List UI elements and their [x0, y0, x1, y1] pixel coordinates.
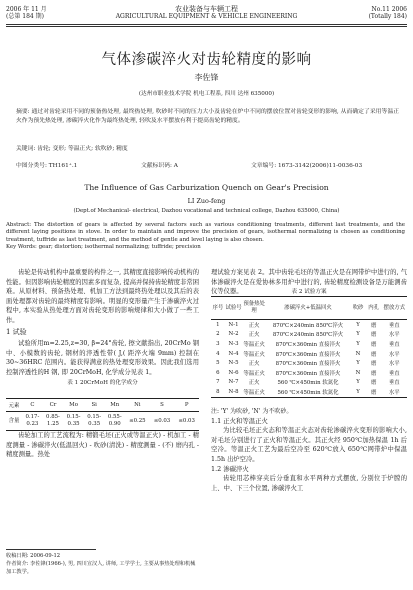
table1-caption: 表 1 20CrMoH 的化学成分: [67, 379, 138, 386]
clc-number: 中图分类号: TH161⁺.1: [16, 163, 78, 169]
table2-cell: 870℃×240min 850℃淬火: [272, 322, 344, 329]
table2-cell: 水平: [388, 332, 400, 339]
table2-cell: 水平: [388, 351, 400, 358]
table1-value-row: [6, 412, 199, 431]
table2-cell: 正火: [248, 361, 260, 368]
table-1: [6, 398, 199, 431]
table1-header-row: [6, 399, 199, 412]
keywords-cn: 关键词: 齿轮; 变形; 等温正火; 软吹砂; 精度: [16, 146, 128, 152]
table1-cell: ≤0.03: [150, 412, 175, 431]
footnote: [6, 552, 199, 576]
table2-row: [211, 320, 407, 330]
document-code: 文献标识码: A: [141, 163, 178, 169]
table2-cell: 870℃×360min 直接淬火: [275, 361, 341, 368]
table2-row: [211, 349, 407, 359]
table2-cell: Y: [356, 379, 360, 386]
table1-header: Si: [84, 399, 105, 412]
table2-cell: 正火: [248, 322, 260, 329]
table2-cell: N-4: [228, 350, 239, 357]
table2-cell: 870℃×360min 直接淬火: [275, 341, 341, 348]
table2-row: [211, 339, 407, 349]
english-title: The Influence of Gas Carburization Quench on Gear's Precision: [84, 183, 329, 192]
table2-cell: 正火: [248, 332, 260, 339]
table2-cell: 水平: [388, 361, 400, 368]
intro-paragraph: 齿轮是传动机构中最重要的构件之一, 其精度直接影响传动机构的性能。但因影响齿轮精度的因素多而复杂, 提高并保持齿轮精度非常困难。从原材料、预备热处理、机加工方法到最终热处理以及其后的表面处理都对齿轮的最终精度有影响。明显的变形量产生于渗碳淬火过程中, 本实验从热处理方面对齿轮变形的影响规律和大小做了一些工作。: [6, 269, 199, 324]
table2-cell: 2: [216, 331, 220, 338]
issue-info-left: 2006 年 11 月 (总第 184 期): [6, 6, 47, 20]
table2-cell: 870℃×360min 直接淬火: [275, 370, 341, 377]
table2-cell: N-1: [228, 321, 239, 328]
normalizing-paragraph: 为比较毛坯正火态和等温正火态对齿轮渗碳淬火变形的影响大小, 对毛坯分别进行了正火和等温正火。其正火经 950℃加热保温 1h 后空冷。等温正火工艺为最后空冷至 620℃放入 650℃网带炉中保温 1.5h 出炉空冷。: [211, 427, 407, 463]
table2-cell: N: [355, 369, 361, 376]
table2-header: 渗碳淬火+低温回火: [266, 297, 350, 320]
table2-cell: 磨: [370, 322, 377, 329]
table1-header: Ni: [125, 399, 150, 412]
table2-cell: 870℃×360min 直接淬火: [275, 351, 341, 358]
table2-cell: 磨: [370, 380, 377, 387]
abstract-cn: 摘要: 通过对齿轮采用不同的预备热处理, 最终热处理, 吹砂时不同的压力大小及齿轮在炉中不同的摆放位置对齿轮变形的影响, 从而确定了采用等温正火作为预先热处理, 渗碳淬火化作为最终热处理, 轻吹及水平摆放有利于提高齿轮的精度。: [16, 109, 399, 124]
table2-note: 注: 'Y' 为吹砂, 'N' 为不吹砂。: [211, 408, 293, 415]
section-heading-1: 1 试验: [6, 327, 27, 336]
left-column: [6, 268, 199, 388]
process-paragraph-block: [6, 431, 199, 547]
table1-header: S: [150, 399, 175, 412]
table2-cell: N-2: [228, 331, 239, 338]
table2-header-row: [211, 297, 407, 320]
table2-cell: Y: [356, 360, 360, 367]
received-date: 收稿日期: 2006-09-12: [6, 553, 61, 559]
table2-cell: N-7: [228, 379, 239, 386]
table2-cell: 8: [211, 387, 225, 397]
table2-cell: N-6: [228, 369, 239, 376]
table2-cell: N: [355, 350, 361, 357]
table1-cell: 0.55- 0.90: [104, 412, 125, 431]
table2-row: [211, 378, 407, 388]
table2-cell: 垂直: [388, 341, 400, 348]
table2-cell: 等温正火: [243, 341, 265, 348]
scheme-paragraph: 理试验方案见表 2。其中齿轮毛坯的等温正火是在网带炉中进行的, 气体渗碳淬火是在爱协林多用炉中进行的, 齿轮精度检测设备是万能测齿仪等仪器。: [211, 269, 407, 296]
table2-cell: Y: [356, 321, 360, 328]
experiment-paragraph: 试验所用m=2.25,z=30, β=24°齿轮, 擦文献指出, 20CrMo 钢中、小模数的齿轮, 钢材的淬透性带( J,( 距淬火端 9mm) 控制在 30~36HRC 范围内。能获得满意的热处理变形效果。因此我们选用控制淬透性的H 钢, 即 20CrMoH, 化学成分见表 1。: [6, 340, 199, 376]
table2-cell: 870℃×240min 850℃淬火: [272, 332, 344, 339]
table2-cell: Y: [356, 340, 360, 347]
issue-info-right: No.11 2006 (Totally 184): [368, 6, 407, 20]
table2-body: [211, 320, 407, 398]
table2-cell: 等温正火: [243, 370, 265, 377]
table2-cell: 4: [216, 350, 220, 357]
english-affiliation: (Dept.of Mechanical- electrical, Dazhou vocational and technical college, Dazhou 635000, China): [73, 208, 340, 214]
table2-cell: 水平: [381, 387, 407, 397]
header-rule-thin: [6, 26, 407, 27]
table2-cell: Y: [350, 387, 366, 397]
english-keywords: Key Words: gear; distortion; isothermal normalizing; tuffride; precision: [6, 244, 201, 251]
table2-cell: 5: [216, 360, 220, 367]
table2-cell: 磨: [366, 387, 382, 397]
table2-cell: N-8: [225, 387, 243, 397]
table1-cell: 0.15- 0.35: [84, 412, 105, 431]
table1-cell: ≤0.03: [174, 412, 199, 431]
table2-cell: 垂直: [388, 380, 400, 387]
table1-header: C: [22, 399, 43, 412]
footnote-rule: [6, 549, 96, 550]
table2-cell: 3: [216, 340, 220, 347]
table2-header: 吹砂: [350, 297, 366, 320]
author-bio: 作者简介: 李佐锋(1966-), 男, 四川宣汉人, 讲师, 工学学士, 主要从事热处理和机械加工教学。: [6, 561, 196, 575]
section-heading-1-2: 1.2 渗碳淬火: [211, 464, 249, 473]
affiliation: (达州市职业技术学院 机电工程系, 四川 达州 635000): [138, 91, 275, 97]
english-abstract: Abstract: The distortion of gears is affected by several factors such as various conditioning treatments, different last treatments, and the different laying positions in stove. In order to maintain and improve the precision of gears, isothermal normalizing is chosen as conditioning treatment, tuffride as last treatment, and the method of gentle and level laying is also chosen. Key Words: gear; distortion; isothermal normalizing; tuffride; precision: [6, 222, 405, 251]
table2-header: 摆放方式: [381, 297, 407, 320]
table2-header: 序号: [211, 297, 225, 320]
table2-cell: 垂直: [388, 322, 400, 329]
table1-cell: ≤0.25: [125, 412, 150, 431]
table1-cell: 0.17- 0.23: [22, 412, 43, 431]
table2-cell: 磨: [370, 361, 377, 368]
right-column-bottom: [211, 407, 407, 493]
table1-header: 元素: [6, 399, 22, 412]
table2-cell: 磨: [370, 351, 377, 358]
table2-cell: N-3: [228, 340, 239, 347]
paper-title: 气体渗碳淬火对齿轮精度的影响: [101, 52, 312, 68]
table2-cell: 垂直: [388, 370, 400, 377]
table2-cell: 560 ℃×450min 软氮化: [277, 380, 339, 387]
table2-cell: 等温正火: [242, 387, 266, 397]
table2-row: [211, 330, 407, 340]
table1-cell: 0.15- 0.35: [63, 412, 84, 431]
table2-cell: 7: [216, 379, 220, 386]
article-number: 文章编号: 1673-3142(2006)11-0036-03: [251, 163, 363, 169]
table1-header: P: [174, 399, 199, 412]
table2-cell: 磨: [370, 370, 377, 377]
carburizing-paragraph: 齿轮用芯棒穿夹后分垂直和水平两种方式摆放, 分别位于炉膛的上、中、下三个位置, 渗碳淬火工: [211, 475, 407, 492]
table2-cell: Y: [356, 331, 360, 338]
table2-cell: 正火: [248, 380, 260, 387]
table2-row: [211, 358, 407, 368]
table2-header: 试验号: [225, 297, 243, 320]
process-paragraph: 齿轮加工的工艺流程为: 精锻毛坯(正火或等温正火) - 机加工 - 精度测量 - 渗碳淬火(低温回火) - 吹砂(清洗) - 精度测量 - (不) 磨内孔 - 精度测量。热处: [6, 432, 199, 459]
table2-row: [211, 387, 407, 397]
table1-header: Mo: [63, 399, 84, 412]
table2-cell: 等温正火: [243, 351, 265, 358]
section-heading-1-1: 1.1 正火和等温正火: [211, 416, 268, 425]
table2-cell: 磨: [370, 332, 377, 339]
classification-line: [16, 160, 399, 169]
header-rule: [6, 24, 407, 25]
table2-caption: 表 2 试验方案: [291, 289, 327, 295]
author: 李佐锋: [194, 73, 219, 82]
table1-row-label: 含量: [6, 412, 22, 431]
english-author: LI Zuo-feng: [187, 197, 226, 205]
table1-cell: 0.85- 1.25: [43, 412, 64, 431]
table2-header: 内孔: [366, 297, 382, 320]
table2-cell: 磨: [370, 341, 377, 348]
journal-name: 农业装备与车辆工程 AGRICULTURAL EQUIPMENT & VEHICLE ENGINEERING: [115, 5, 298, 20]
table2-cell: 560 ℃×450min 软氮化: [266, 387, 350, 397]
table2-cell: 6: [216, 369, 220, 376]
table2-row: [211, 368, 407, 378]
table1-header: Mn: [104, 399, 125, 412]
table2-header: 预备热处理: [242, 297, 266, 320]
table2-cell: N-5: [228, 360, 239, 367]
table-2: [211, 296, 407, 398]
table1-header: Cr: [43, 399, 64, 412]
table2-cell: 1: [216, 321, 220, 328]
